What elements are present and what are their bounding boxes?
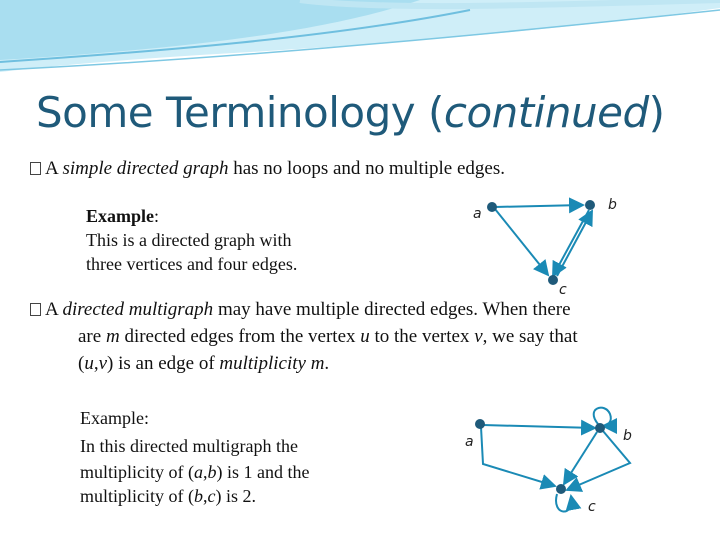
vertex-c [548,275,558,285]
example2-comma1: , [203,462,208,482]
bullet2-term2: multiplicity m [219,353,325,374]
vertex-a [487,202,497,212]
example2-line2a: multiplicity of ( [80,462,194,482]
bullet2-v2: v [98,353,108,374]
bullet2-m: m [105,326,120,347]
loop-c [556,494,571,512]
edge-a-c [495,209,548,275]
example2-b2: b [194,486,203,506]
bullet2-l2c: to the vertex [369,326,475,347]
bullet2-u2: u [84,353,94,374]
example1-line2: three vertices and four edges. [86,254,298,274]
example2-line3a: multiplicity of ( [80,486,194,506]
example1-text [86,204,297,276]
bullet2-comma: , [93,353,99,374]
title-italic: continued [443,88,649,137]
bullet1-rest: has no loops and no multiple edges. [228,158,506,179]
vertex-b [595,423,605,433]
directed-multigraph-diagram [455,398,655,523]
vertex-a-label: a [473,206,482,222]
bullet-simple-directed-graph [30,157,505,181]
example1-colon: : [154,206,160,226]
bullet-box-icon [30,303,41,316]
example2-colon: : [143,408,149,428]
bullet2-l2b: directed edges from the vertex [119,326,361,347]
bullet-box-icon [30,162,41,175]
bullet1-prefix: A [45,158,63,179]
edge-a-b [495,205,583,207]
edge-b-c-1 [553,210,589,276]
vertex-c-label: c [588,499,596,515]
bullet2-l3b: ) is an edge of [107,353,220,374]
simple-directed-graph-diagram [455,190,635,295]
vertex-c-label: c [559,282,567,295]
example2-comma2: , [203,486,208,506]
bullet2-rest1: may have multiple directed edges. When there [213,299,571,320]
example2-a: a [194,462,203,482]
page-title [36,88,665,137]
edge-a-b [483,425,595,428]
example2-line1: In this directed multigraph the [80,436,298,456]
title-close: ) [648,88,665,137]
example2-b: b [207,462,217,482]
bullet2-l3a: ( [78,353,85,374]
bullet2-l2a: are [78,326,106,347]
example1-heading: Example [86,206,155,226]
example2-text [80,404,309,508]
example2-heading: Example [80,408,144,428]
example2-c: c [207,486,216,506]
example2-line2b: ) is 1 and the [216,462,310,482]
vertex-b-label: b [608,197,617,213]
edge-b-c-1 [564,432,597,484]
bullet2-l3c: . [324,353,330,374]
bullet-directed-multigraph [30,296,710,377]
edge-a-c [481,427,555,486]
bullet2-prefix: A [45,299,63,320]
bullet1-term: simple directed graph [62,158,229,179]
vertex-b [585,200,595,210]
bullet2-v: v [474,326,483,347]
example2-line3b: ) is 2. [215,486,256,506]
example1-line1: This is a directed graph with [86,230,292,250]
vertex-b-label: b [623,428,632,444]
vertex-a [475,419,485,429]
vertex-a-label: a [465,434,474,450]
loop-b [594,408,611,426]
bullet2-l2d: , we say that [482,326,578,347]
edge-c-b [557,211,592,276]
vertex-c [556,484,566,494]
bullet2-term: directed multigraph [62,299,214,320]
header-wave-decoration [0,0,720,80]
bullet2-u: u [360,326,370,347]
edge-b-c-2 [567,431,630,490]
title-text: Some Terminology ( [36,88,444,137]
